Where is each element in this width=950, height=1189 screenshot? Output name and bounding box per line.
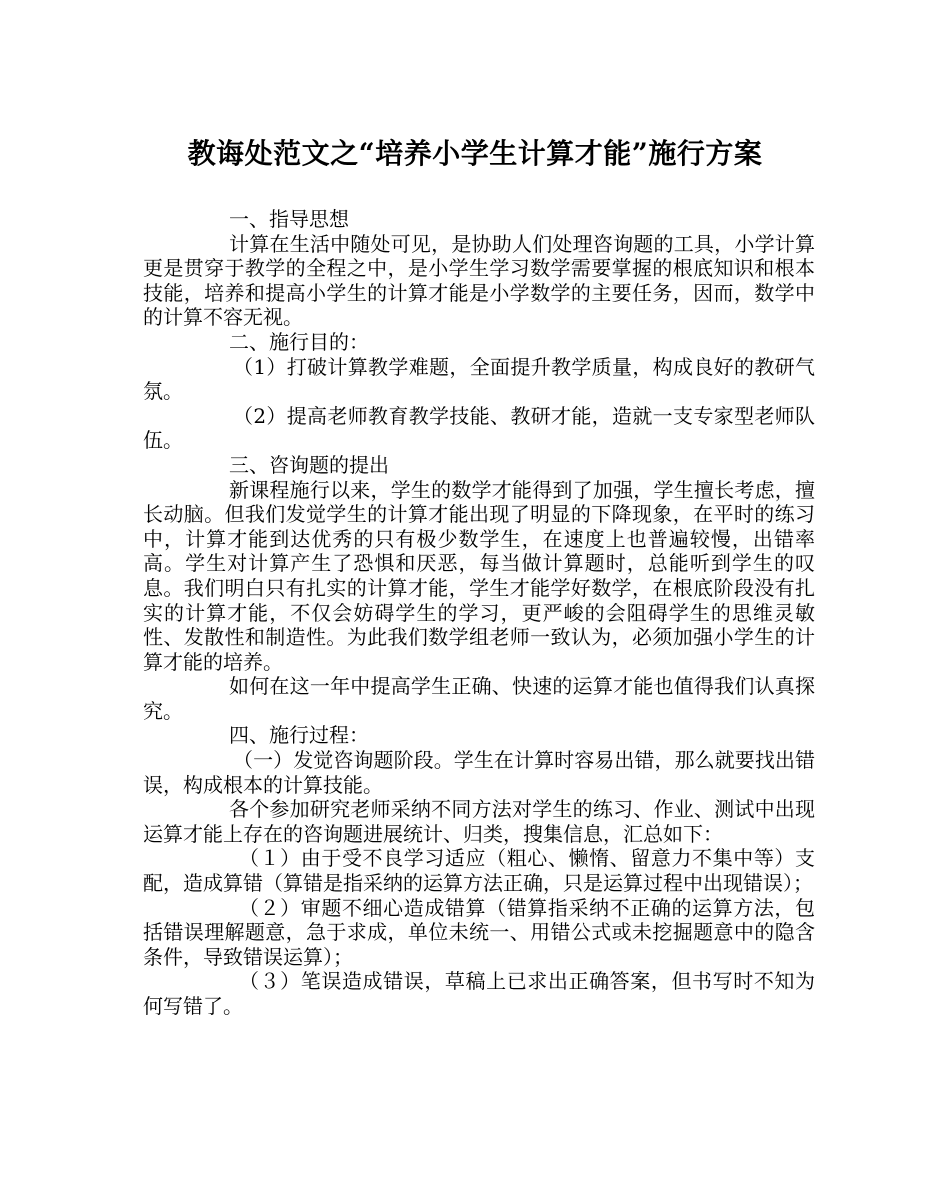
paragraph-problem: 新课程施行以来，学生的数学才能得到了加强，学生擅长考虑，擅长动脑。但我们发觉学生的计算才能出现了明显的下降现象，在平时的练习中，计算才能到达优秀的只有极少数学生，在速度上也普遍较慢，出错率高。学生对计算产生了恐惧和厌恶，每当做计算题时，总能听到学生的叹息。我们明白只有扎实的计算才能，学生才能学好数学，在根底阶段没有扎实的计算才能，不仅会妨碍学生的学习，更严峻的会阻碍学生的思维灵敏性、发散性和制造性。为此我们数学组老师一致认为，必须加强小学生的计算才能的培养。: [143, 477, 815, 674]
error-item-2: （２）审题不细心造成错算（错算指采纳不正确的运算方法，包括错误理解题意，急于求成，单位未统一、用错公式或未挖掘题意中的隐含条件，导致错误运算）；: [143, 895, 815, 969]
error-item-3: （３）笔误造成错误，草稿上已求出正确答案，但书写时不知为何写错了。: [143, 969, 815, 1018]
paragraph-statistics: 各个参加研究老师采纳不同方法对学生的练习、作业、测试中出现运算才能上存在的咨询题进展统计、归类，搜集信息，汇总如下：: [143, 797, 815, 846]
purpose-item-1: （1）打破计算教学难题，全面提升教学质量，构成良好的教研气氛。: [143, 354, 815, 404]
paragraph-exploration: 如何在这一年中提高学生正确、快速的运算才能也值得我们认真探究。: [143, 674, 815, 723]
error-item-1: （１）由于受不良学习适应（粗心、懒惰、留意力不集中等）支配，造成算错（算错是指采纳的运算方法正确，只是运算过程中出现错误）；: [143, 846, 815, 896]
document-body: [143, 207, 815, 1019]
section-heading-purpose: 二、施行目的：: [229, 329, 369, 354]
section-heading-process: 四、施行过程：: [229, 723, 369, 748]
document-title: 教诲处范文之“培养小学生计算才能”施行方案: [187, 137, 763, 170]
purpose-item-2: （2）提高老师教育教学技能、教研才能，造就一支专家型老师队伍。: [143, 403, 815, 453]
section-heading-guiding-thought: 一、指导思想: [229, 207, 349, 231]
process-stage-1: （一）发觉咨询题阶段。学生在计算时容易出错，那么就要找出错误，构成根本的计算技能。: [143, 748, 815, 797]
paragraph-guiding-thought: 计算在生活中随处可见，是协助人们处理咨询题的工具，小学计算更是贯穿于教学的全程之中，是小学生学习数学需要掌握的根底知识和根本技能，培养和提高小学生的计算才能是小学数学的主要任务，因而，数学中的计算不容无视。: [143, 231, 815, 330]
section-heading-problem: 三、咨询题的提出: [229, 452, 389, 477]
